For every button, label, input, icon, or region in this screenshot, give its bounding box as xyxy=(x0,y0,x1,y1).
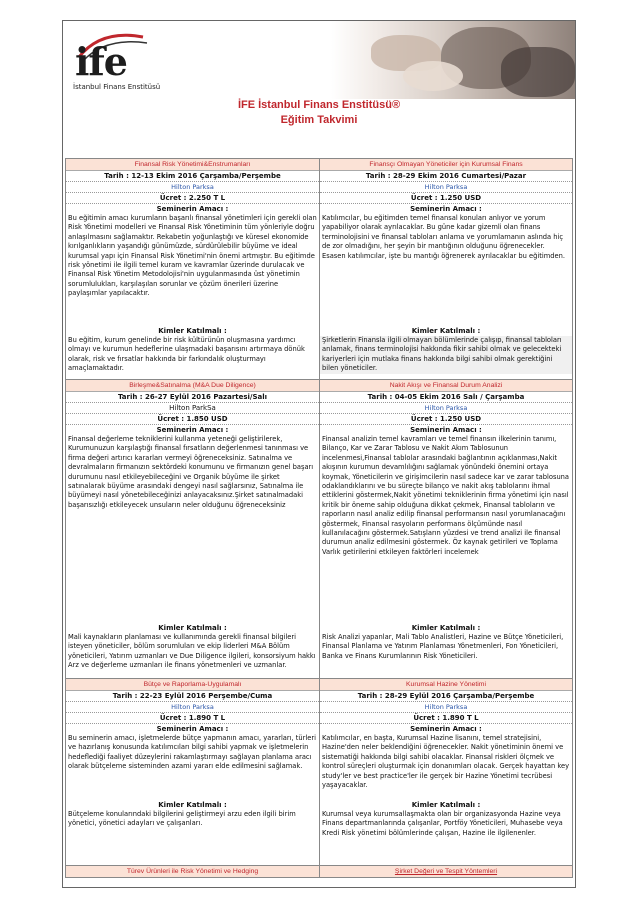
aim-text: Finansal analizin temel kavramları ve temel finansın ilkelerinin tanımı, Bilanço, Kar ve Zarar Tablosu ve Nakit Akım Tablosunun incelenmesi,Finansal tablolar arasındaki bağlantının açıklanması,Nakit akışının kurumun devamlılığını sağlamak yönündeki önemini ortaya koymak, Yöneticilerin ve girişimcilerin nasıl sadece kar ve zarar tablosuna odaklandıklarını ve bu süreçte bilanço ve nakit akış tablolarını ihmal ettiklerini göstermek,Nakit yönetimi tekniklerinin firma yönetimi için nasıl kritik bir öneme sahip olduğuna dikkat çekmek, Finansal tabloların ve raporların nasıl analiz edilip finansal performansın nasıl yorumlanacağını göstermek, Finansal rasyoların performans ölçümünde nasıl kullanılacağını göstermek.Satışların yüzdesi ve trend analizi ile finansal durumun analiz edilmesini göstermek. Öz kaynak getirileri ve Toplama Varlık getirilerini etkileyen faktörleri incelemek xyxy=(322,435,570,556)
course-date: Tarih : 12-13 Ekim 2016 Çarşamba/Perşembe xyxy=(66,171,319,182)
logo-wordmark: ife xyxy=(75,39,127,84)
participants-text: Bütçeleme konularındaki bilgilerini geliştirmeyi arzu eden ilgili birim yönetici, yönetici adayları ve çalışanları. xyxy=(68,810,296,828)
course-left xyxy=(66,159,320,379)
participants-label: Kimler Katılmalı : xyxy=(411,327,481,335)
participants-label: Kimler Katılmalı : xyxy=(158,801,227,809)
participants-text: Şirketlerin Finansla ilgili olmayan bölümlerinde çalışıp, finansal tabloları anlamak, finans terminolojisi hakkında fikir sahibi olmak ve gelecekteki kariyerleri için mutlaka finans hakkında bilgi sahibi olmak gerektiğini bilen yöneticiler. xyxy=(320,336,572,374)
course-title-band[interactable]: Türev Ürünleri ile Risk Yönetimi ve Hedging xyxy=(66,866,319,877)
document-page xyxy=(62,20,576,888)
aim-label: Seminerin Amacı : xyxy=(156,725,229,733)
aim-label: Seminerin Amacı : xyxy=(410,205,482,213)
course-venue-link[interactable]: Hilton Parksa xyxy=(320,403,572,414)
course-date: Tarih : 04-05 Ekim 2016 Salı / Çarşamba xyxy=(320,392,572,403)
page-subtitle: Eğitim Takvimi xyxy=(280,114,358,126)
aim-label: Seminerin Amacı : xyxy=(156,426,229,434)
course-venue-link[interactable]: Hilton Parksa xyxy=(66,182,319,193)
course-venue-link[interactable]: Hilton Parksa xyxy=(320,182,572,193)
course-title-band[interactable]: Finansal Risk Yönetimi&Enstrumanları xyxy=(66,159,319,171)
course-fee: Ücret : 1.250 USD xyxy=(320,193,572,204)
course-fee: Ücret : 1.250 USD xyxy=(320,414,572,425)
footer-left xyxy=(66,866,320,877)
course-section-1 xyxy=(65,158,573,380)
course-venue-link[interactable]: Hilton Parksa xyxy=(66,702,319,713)
course-title-band[interactable]: Kurumsal Hazine Yönetimi xyxy=(320,679,572,691)
aim-text: Katılımcılar, bu eğitimden temel finansal konuları anlıyor ve yorum yapabiliyor olarak ayrılacaklar. Bu güne kadar gizemli olan finans terminolojisini ve finansal tabloları anlama ve yorumlamanın aslında hiç de zor olmadığını, her şeyin bir mantığının olduğunu öğrenecekler. Esasen katılımcılar, işte bu mantığı öğrenerek ayrılacaklar bu eğitimden. xyxy=(322,214,565,260)
course-date: Tarih : 22-23 Eylül 2016 Perşembe/Cuma xyxy=(66,691,319,702)
aim-label: Seminerin Amacı : xyxy=(410,426,482,434)
course-date: Tarih : 28-29 Eylül 2016 Çarşamba/Perşembe xyxy=(320,691,572,702)
header-photo xyxy=(331,21,575,99)
course-title-band[interactable]: Birleşme&Satınalma (M&A Due Diligence) xyxy=(66,380,319,392)
aim-text: Katılımcılar, en başta, Kurumsal Hazine lisanını, temel stratejisini, Hazine'den neler beklendiğini öğrenecekler. Nakit yönetiminin önemi ve sistematiği hakkında bilgi sahibi olacaklar. Finansal riskleri ölçmek ve kontrol süreçleri oluşturmak için donanımları olacak. Gerçek hayattan key study'ler ve best practice'ler ile gerçek bir Hazine Yönetimi tecrübesi yaşayacaklar. xyxy=(322,734,570,790)
course-left xyxy=(66,679,320,865)
aim-label: Seminerin Amacı : xyxy=(156,205,229,213)
aim-text: Bu eğitimin amacı kurumların başarılı finansal yönetimleri için gerekli olan Risk Yönetimi modelleri ve Finansal Risk Yönetiminin tüm yönleriyle doğru anlaşılmasını sağlamaktır. Rekabetin yoğunlaştığı ve küresel ekonomide kırılganlıkların yaşandığı günümüzde, sürdürülebilir büyüme ve ideal kurumsal yapı için Finansal Risk Yönetimi'nin önemi artmıştır. Bu eğitimde risk yönetimi ile ilgili temel kuram ve kavramlar üzerinde durulacak ve Finansal Risk Yönetim Metodolojisi'nin uygulanmasında üst yönetimin sorumlulukları, karşılaşılan sorunlar ve çözüm önerileri üzerine paylaşımlar yapılacaktır. xyxy=(68,214,317,298)
course-title-band[interactable]: Nakit Akışı ve Finansal Durum Analizi xyxy=(320,380,572,392)
course-date: Tarih : 28-29 Ekim 2016 Cumartesi/Pazar xyxy=(320,171,572,182)
course-fee: Ücret : 1.890 T L xyxy=(320,713,572,724)
course-venue: Hilton ParkSa xyxy=(66,403,319,414)
page-title: İFE İstanbul Finans Enstitüsü® xyxy=(237,99,401,111)
participants-label: Kimler Katılmalı : xyxy=(158,624,227,632)
course-venue-link[interactable]: Hilton Parksa xyxy=(320,702,572,713)
participants-text: Kurumsal veya kurumsallaşmakta olan bir organizasyonda Hazine veya Finans departmanlarında çalışanlar, Portföy Yöneticileri, Muhasebe veya Kredi Risk yönetimi bölümlerinde çalışan, Hazine ile ilgilenenler. xyxy=(322,810,563,837)
aim-label: Seminerin Amacı : xyxy=(410,725,482,733)
participants-label: Kimler Katılmalı : xyxy=(158,327,227,335)
aim-text: Bu seminerin amacı, işletmelerde bütçe yapmanın amacı, yararları, türleri ve hazırlanış konusunda katılımcıları bilgi sahibi yapmak ve işletmelerin hedeflediği faaliyet düzeylerini rakamlaştırmayı sağlayan planlama aracı olarak bütçeleme sisteminden azami yararı elde edilmesini sağlamak. xyxy=(68,734,316,771)
title-area xyxy=(63,99,575,126)
course-fee: Ücret : 1.890 T L xyxy=(66,713,319,724)
footer-bands xyxy=(65,865,573,878)
participants-text: Risk Analizi yapanlar, Mali Tablo Analistleri, Hazine ve Bütçe Yöneticileri, Finansal Planlama ve Yatırım Planlaması Yönetmenleri, Fon Yöneticileri, Banka ve Finans Kurumlarının Risk Yöneticileri. xyxy=(322,633,564,660)
course-section-2 xyxy=(65,379,573,679)
course-fee: Ücret : 1.850 USD xyxy=(66,414,319,425)
course-right xyxy=(320,159,572,379)
course-section-3 xyxy=(65,678,573,866)
course-right xyxy=(320,380,572,678)
ife-logo xyxy=(73,27,161,95)
course-left xyxy=(66,380,320,678)
course-title-band[interactable]: Finansçı Olmayan Yöneticiler için Kurumsal Finans xyxy=(320,159,572,171)
aim-text: Finansal değerleme tekniklerini kullanma yeteneği geliştirilerek, Kurumunuzun karşılaştığı finansal fırsatların değerlenmesi tanınması ve firma değeri artırıcı kararları vermeyi öğreneceksiniz. Satınalma ve devralmaların firmanızın sektördeki konumunu ve firmanızın genel başarı durumunu nasıl etkileyebileceğini ve Organik büyüme ile şirket satınalarak büyüme arasındaki dengeyi nasıl sağlarsınız, Satınalma ile büyümeyi nasıl yönetebileceğinizi anlayacaksınız.Şirket satınalmadaki başarısızlığı etkileyecek unsuların neler olduğunu öğreneceksiniz xyxy=(68,435,314,509)
participants-text: Bu eğitim, kurum genelinde bir risk kültürünün oluşmasına yardımcı olmayı ve kurumun hedeflerine ulaşmadaki başarısını artırmaya dönük olarak, risk ve fırsatlar hakkında bir farkındalık oluşturmayı amaçlamaktadır. xyxy=(68,336,305,373)
participants-label: Kimler Katılmalı : xyxy=(411,801,481,809)
course-fee: Ücret : 2.250 T L xyxy=(66,193,319,204)
course-date: Tarih : 26-27 Eylül 2016 Pazartesi/Salı xyxy=(66,392,319,403)
course-title-band[interactable]: Bütçe ve Raporlama-Uygulamalı xyxy=(66,679,319,691)
participants-label: Kimler Katılmalı : xyxy=(411,624,481,632)
logo-subtitle: İstanbul Finans Enstitüsü xyxy=(73,83,161,91)
participants-text: Mali kaynakların planlaması ve kullanımında gerekli finansal bilgileri isteyen yöneticiler, bölüm sorumluları ve ekip liderleri M&A Bölüm yöneticileri, Yatırım uzmanları ve Due Diligence ilgileri, konsorsiyum hakkı Arz ve değerleme uzmanları ile finans yönetmenleri ve uzmanlar. xyxy=(68,633,316,670)
course-title-band[interactable]: Şirket Değeri ve Tespit Yöntemleri xyxy=(320,866,572,877)
footer-right xyxy=(320,866,572,877)
course-right xyxy=(320,679,572,865)
header-banner xyxy=(63,21,575,99)
